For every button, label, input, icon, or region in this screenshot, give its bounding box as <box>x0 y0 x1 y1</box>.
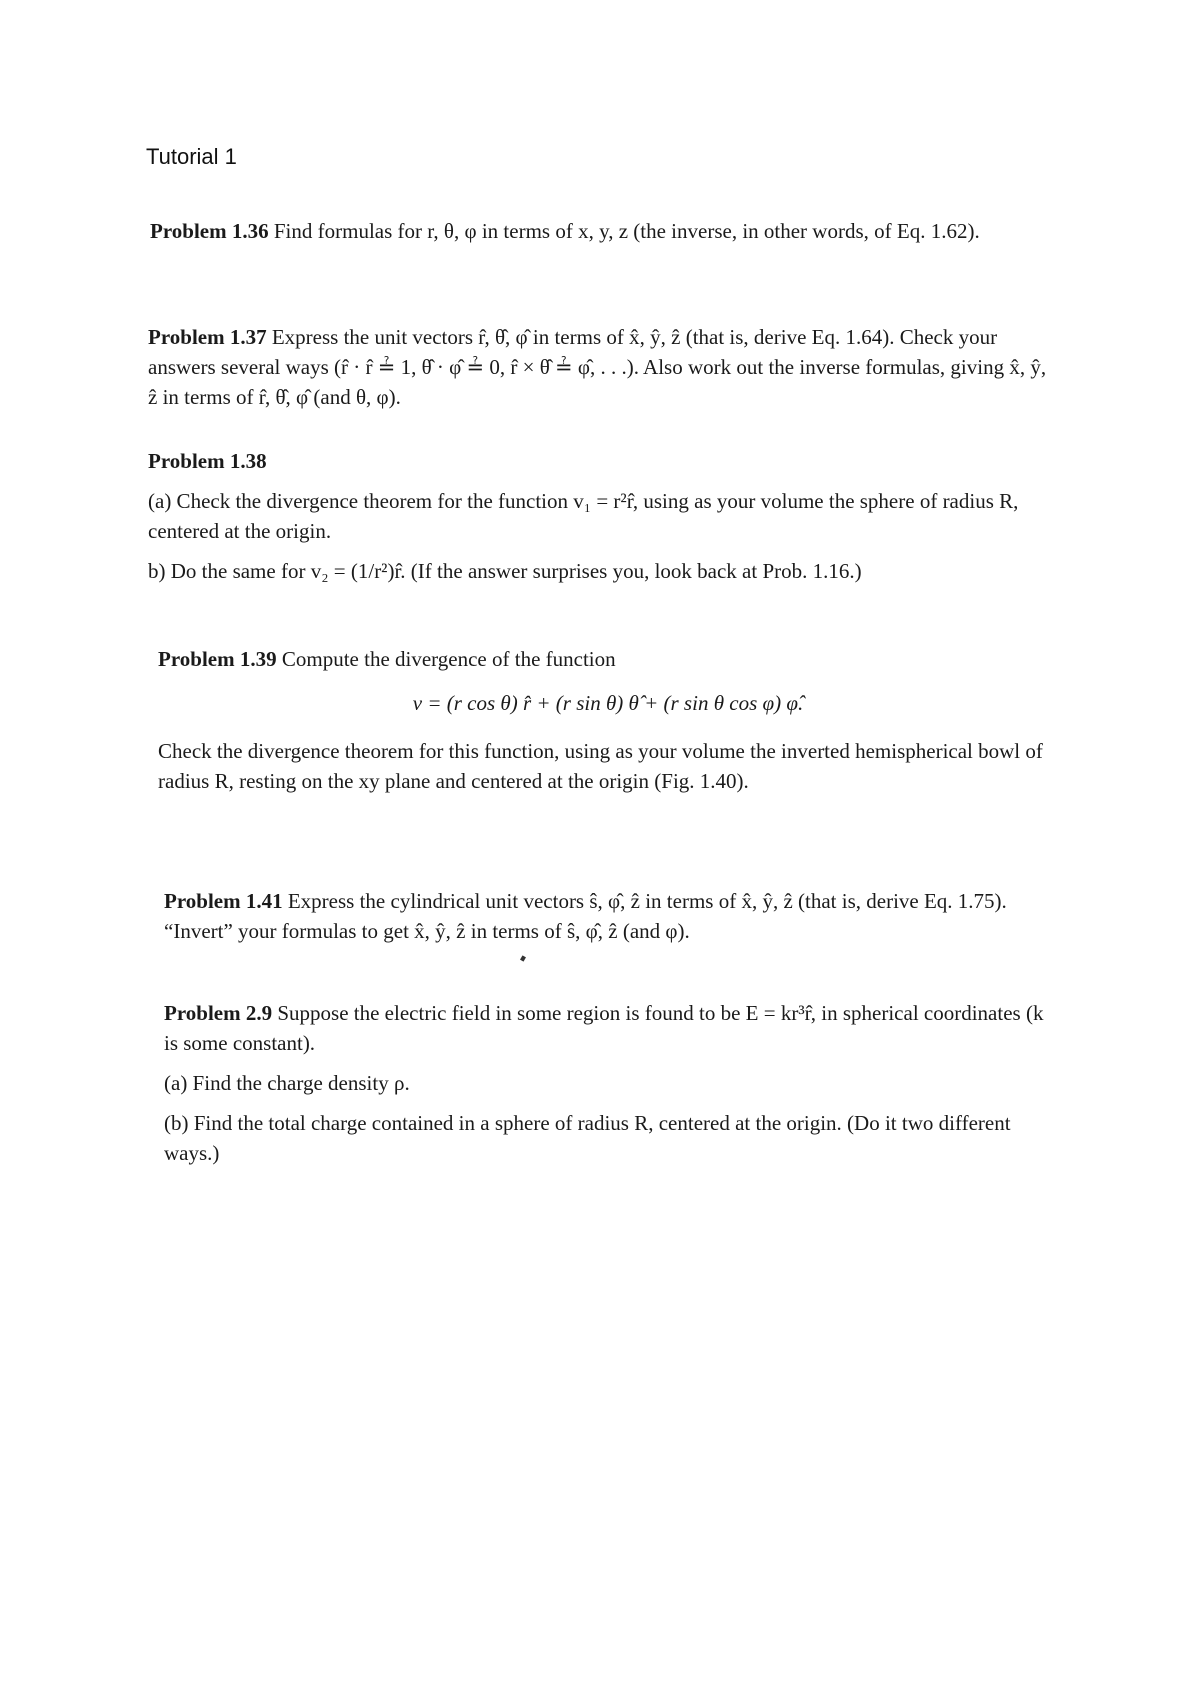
scan-mark <box>520 955 526 961</box>
problem-part-b: (b) Find the total charge contained in a sphere of radius R, centered at the origin. (Do it two different ways.) <box>164 1111 1011 1165</box>
problem-label: Problem 1.37 <box>148 325 267 349</box>
problem-1-36 <box>150 216 1050 246</box>
problem-text: Find formulas for r, θ, φ in terms of x, y, z (the inverse, in other words, of Eq. 1.62). <box>273 219 980 243</box>
problem-1-39 <box>158 644 1058 796</box>
problem-1-41 <box>164 886 1054 946</box>
problem-1-38 <box>148 446 1058 586</box>
problem-2-9 <box>164 998 1054 1168</box>
problem-1-37 <box>148 322 1056 412</box>
problem-label: Problem 1.41 <box>164 889 283 913</box>
display-equation: v = (r cos θ) r̂ + (r sin θ) θ̂ + (r sin θ cos φ) φ̂. <box>412 691 804 715</box>
problem-part-a: (a) Check the divergence theorem for the function v₁ = r²r̂, using as your volume the sphere of radius R, centered at the origin. <box>148 489 1019 543</box>
page-title: Tutorial 1 <box>146 144 237 169</box>
problem-text: Check the divergence theorem for this function, using as your volume the inverted hemispherical bowl of radius R, resting on the xy plane and centered at the origin (Fig. 1.40). <box>158 739 1043 793</box>
problem-text: Suppose the electric field in some region is found to be E = kr³r̂, in spherical coordinates (k is some constant). <box>164 1001 1044 1055</box>
problem-part-b: b) Do the same for v₂ = (1/r²)r̂. (If the answer surprises you, look back at Prob. 1.16.) <box>148 559 862 583</box>
problem-text: Express the cylindrical unit vectors ŝ, φ̂, ẑ in terms of x̂, ŷ, ẑ (that is, derive Eq. 1.75). “Invert” your formulas to get x̂, ŷ, ẑ in terms of ŝ, φ̂, ẑ (and φ). <box>164 889 1007 943</box>
problem-intro <box>158 644 1058 674</box>
problem-body <box>164 886 1054 946</box>
problem-body <box>148 322 1056 412</box>
problem-label: Problem 2.9 <box>164 1001 273 1025</box>
problem-text: Express the unit vectors r̂, θ̂, φ̂ in terms of x̂, ŷ, ẑ (that is, derive Eq. 1.64). Check your answers several ways (r̂ · r̂ ≟ 1, θ̂ · φ̂ ≟ 0, r̂ × θ̂ ≟ φ̂, . . .). Also work out the inverse formulas, giving x̂, ŷ, ẑ in terms of r̂, θ̂, φ̂ (and θ, φ). <box>148 325 1047 409</box>
problem-body <box>164 998 1054 1058</box>
problem-body <box>150 216 1050 246</box>
problem-label: Problem 1.38 <box>148 449 267 473</box>
problem-part-a: (a) Find the charge density ρ. <box>164 1071 410 1095</box>
problem-label: Problem 1.39 <box>158 647 277 671</box>
problem-intro-text: Compute the divergence of the function <box>281 647 616 671</box>
problem-label: Problem 1.36 <box>150 219 269 243</box>
